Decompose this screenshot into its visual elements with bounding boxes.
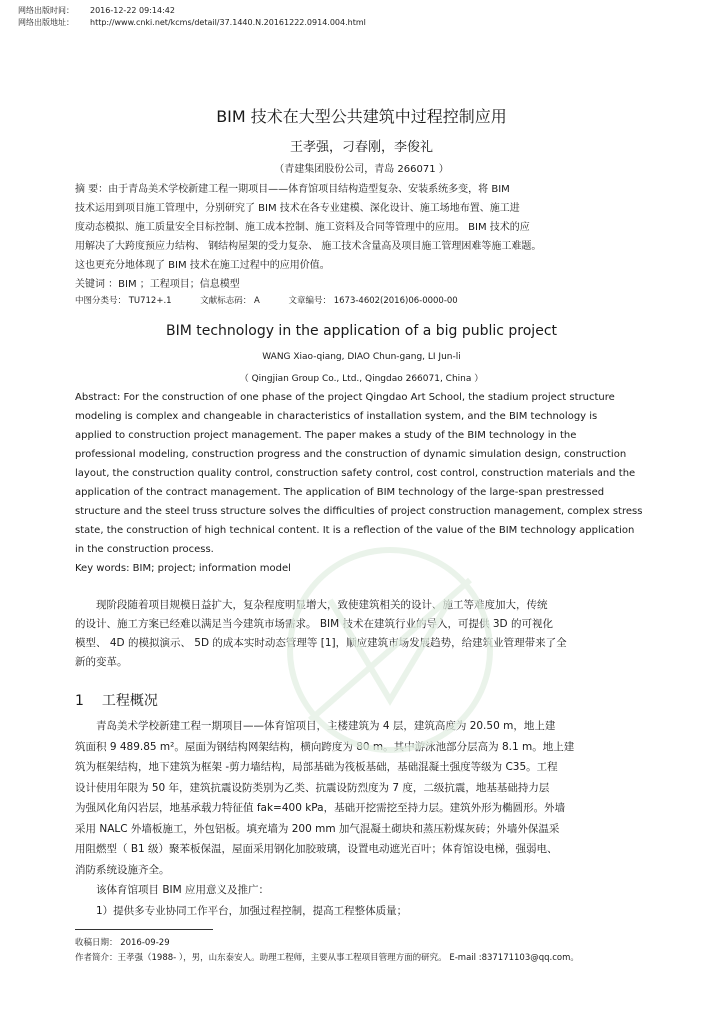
body-line: 1）提供多专业协同工作平台，加强过程控制，提高工程整体质量； <box>96 904 408 917</box>
pub-time-label: 网络出版时间： <box>18 6 74 15</box>
paper-affiliation: （青建集团股份公司，青岛 266071 ） <box>274 164 449 175</box>
body-line: 该体育馆项目 BIM 应用意义及推广： <box>96 884 270 896</box>
en-abstract-line: structure and the steel truss structure solves the difficulties of project construction management, complex stress <box>75 506 643 517</box>
en-abstract-line: applied to construction project management. The paper makes a study of the BIM technology in the <box>75 430 577 441</box>
cn-abstract-line: 技术运用到项目施工管理中，分别研究了 BIM 技术在各专业建模、深化设计、施工场地布置、施工进 <box>75 203 520 214</box>
en-abstract-line: state, the construction of high technical content. It is a reflection of the value of the BIM technology application <box>75 525 635 536</box>
body-line: 为强风化角闪岩层，地基承载力特征值 fak=400 kPa，基础开挖需挖至持力层。建筑外形为椭圆形。外墙 <box>75 802 566 814</box>
footnote-divider <box>75 929 213 930</box>
en-abstract-line: in the construction process. <box>75 544 214 555</box>
en-abstract-line: Abstract: For the construction of one phase of the project Qingdao Art School, the stadium project structure <box>75 392 615 403</box>
english-authors: WANG Xiao-qiang, DIAO Chun-gang, LI Jun-li <box>262 352 461 362</box>
cn-abstract-line: 摘 要：由于青岛美术学校新建工程一期项目——体育馆项目结构造型复杂、安装系统多变，将 BIM <box>75 184 510 195</box>
author-bio: 作者简介：王孝强（1988- ），男，山东泰安人。助理工程师，主要从事工程项目管理方面的研究。 E-mail :837171103@qq.com。 <box>75 953 579 963</box>
document-code: 文献标志码： A <box>200 296 260 306</box>
section-heading <box>75 690 158 710</box>
pub-time-value: 2016-12-22 09:14:42 <box>90 6 175 15</box>
pub-address-link[interactable]: http://www.cnki.net/kcms/detail/37.1440.N.20161222.0914.004.html <box>90 18 366 27</box>
cn-abstract-line: 这也更充分地体现了 BIM 技术在施工过程中的应用价值。 <box>75 260 330 271</box>
intro-line: 的设计、施工方案已经难以满足当今建筑市场需求。 BIM 技术在建筑行业的导入，可提供 3D 的可视化 <box>75 618 553 630</box>
body-line: 设计使用年限为 50 年，建筑抗震设防类别为乙类、抗震设防烈度为 7 度，二级抗震，地基基础持力层 <box>75 781 550 794</box>
english-affiliation: （ Qingjian Group Co., Ltd., Qingdao 266071, China ） <box>239 374 484 384</box>
intro-line: 模型、 4D 的模拟演示、 5D 的成本实时动态管理等 [1]，顺应建筑市场发展趋势，给建筑业管理带来了全 <box>75 637 567 649</box>
paper-title: BIM 技术在大型公共建筑中过程控制应用 <box>216 107 507 126</box>
project-overview-text <box>75 716 650 921</box>
en-abstract-line: layout, the construction quality control, construction safety control, cost control, construction materials and the <box>75 468 636 479</box>
en-abstract-line: professional modeling, construction progress and the construction of dynamic simulation design, construction <box>75 449 627 460</box>
en-abstract-line: modeling is complex and changeable in characteristics of installation system, and the BIM technology is <box>75 411 598 422</box>
classification-line <box>75 294 650 306</box>
en-abstract-line: application of the contract management. The application of BIM technology of the large-span prestressed <box>75 487 605 498</box>
section-title: 工程概况 <box>101 693 158 709</box>
cn-abstract-line: 度动态模拟、施工质量安全目标控制、施工成本控制、施工资料及合同等管理中的应用。 BIM 技术的应 <box>75 222 530 233</box>
english-abstract <box>75 388 655 578</box>
body-line: 筑为框架结构，地下建筑为框架 -剪力墙结构，局部基础为筏板基础，基础混凝土强度等级为 C35。工程 <box>75 761 558 773</box>
intro-line: 新的变革。 <box>75 656 128 668</box>
introduction-paragraph <box>75 596 650 672</box>
en-keywords: Key words: BIM; project; information model <box>75 563 291 574</box>
english-title: BIM technology in the application of a big public project <box>165 323 557 339</box>
article-number: 文章编号： 1673-4602(2016)06-0000-00 <box>288 296 458 306</box>
body-line: 用阻燃型（ B1 级）聚苯板保温，屋面采用钢化加胶玻璃，设置电动遮光百叶；体育馆设电梯，强弱电、 <box>75 843 558 855</box>
received-date: 收稿日期： 2016-09-29 <box>75 938 170 948</box>
body-line: 消防系统设施齐全。 <box>75 863 170 876</box>
body-line: 青岛美术学校新建工程一期项目——体育馆项目，主楼建筑为 4 层，建筑高度为 20.50 m，地上建 <box>96 720 556 732</box>
section-number: 1 <box>75 693 84 709</box>
pub-time-line <box>18 6 175 16</box>
pub-address-label: 网络出版地址： <box>18 18 74 27</box>
chinese-abstract <box>75 180 650 294</box>
intro-line: 现阶段随着项目规模日益扩大，复杂程度明显增大，致使建筑相关的设计、施工等难度加大，传统 <box>96 599 548 611</box>
cn-abstract-line: 用解决了大跨度预应力结构、 钢结构屋架的受力复杂、 施工技术含量高及项目施工管理困难等施工难题。 <box>75 241 542 252</box>
paper-authors: 王孝强，刁春刚，李俊礼 <box>289 140 433 155</box>
clc-number: 中图分类号： TU712+.1 <box>75 296 172 306</box>
body-line: 筑面积 9 489.85 m²。屋面为钢结构网架结构，横向跨度为 80 m。其中游泳池部分层高为 8.1 m。地上建 <box>75 740 575 753</box>
body-line: 采用 NALC 外墙板施工，外包铝板。填充墙为 200 mm 加气混凝土砌块和蒸压粉煤灰砖；外墙外保温采 <box>75 822 560 835</box>
pub-address-line <box>18 18 366 28</box>
cn-keywords: 关键词 ：BIM ；工程项目；信息模型 <box>75 279 240 290</box>
